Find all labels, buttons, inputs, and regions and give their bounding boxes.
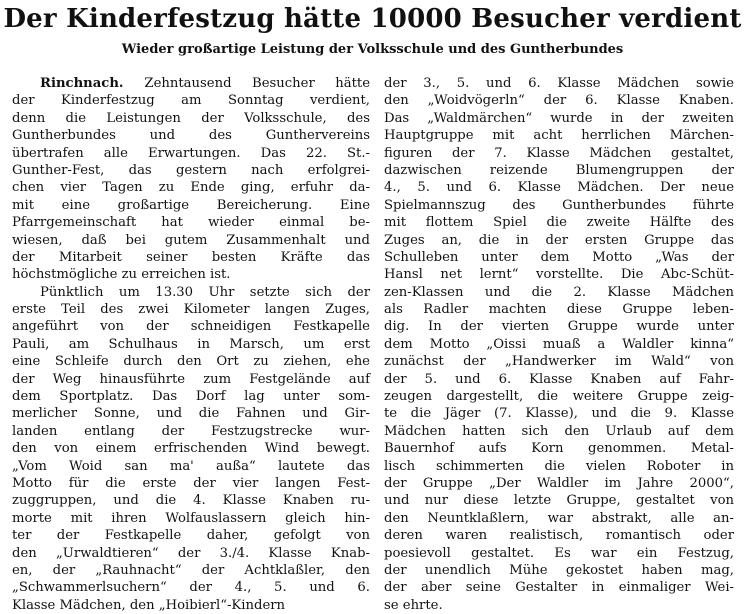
text-line: en, der „Rauhnacht“ der Achtklaßler, den <box>12 562 370 578</box>
text-line: Pfarrgemeinschaft hat wieder einmal be- <box>12 215 370 231</box>
text-line: Klasse Mädchen, den „Hoibierl“-Kindern <box>12 597 286 613</box>
text-line: Hauptgruppe mit acht herrlichen Märchen- <box>384 128 734 144</box>
dateline-location: Rinchnach. <box>40 76 145 91</box>
text-line: der aber seine Gestalter in einmaliger Wei- <box>384 580 734 596</box>
text-line: Spielmannszug des Guntherbundes führte <box>384 197 734 213</box>
text-line: der unendlich Mühe gekostet haben mag, <box>384 562 734 578</box>
text-line: 4., 5. und 6. Klasse Mädchen. Der neue <box>384 180 734 196</box>
text-line: zunächst der „Handwerker im Wald“ von <box>384 354 734 370</box>
text-line: Schulleben unter dem Motto „Was der <box>384 249 734 265</box>
text-line: wiesen, daß bei gutem Zusammenhalt und <box>12 232 370 248</box>
text-line: morte mit ihren Wolfauslassern gleich hin- <box>12 510 370 526</box>
text-line: lisch schimmerten die vielen Roboter in <box>384 458 734 474</box>
text-line: „Vom Woid san ma' außa“ lautete das <box>12 458 370 474</box>
text-line: Hansl net lernt“ vorstellte. Die Abc-Schüt- <box>384 267 734 283</box>
text-line: eine Schleife durch den Ort zu ziehen, ehe <box>12 354 370 370</box>
text-line: den „Woidvögerln“ der 6. Klasse Knaben. <box>384 93 734 109</box>
text-line: figuren der 7. Klasse Mädchen gestaltet, <box>384 145 734 161</box>
text-line: ter der Festkapelle daher, gefolgt von <box>12 528 370 544</box>
text-line-content: Zehntausend Besucher hätte <box>144 76 370 91</box>
text-line: der Mitarbeit seiner besten Kräfte das <box>12 249 370 265</box>
text-line: der Kinderfestzug am Sonntag verdient, <box>12 93 370 109</box>
text-line: „Schwammerlsuchern“ der 4., 5. und 6. <box>12 580 370 596</box>
text-line: der 5. und 6. Klasse Knaben auf Fahr- <box>384 371 734 387</box>
text-line: mit flottem Spiel die zweite Hälfte des <box>384 215 734 231</box>
text-line: den Neuntklaßlern, war abstrakt, alle an- <box>384 510 734 526</box>
text-line: höchstmögliche zu erreichen ist. <box>12 267 231 283</box>
text-line: zen-Klassen und die 2. Klasse Mädchen <box>384 284 734 300</box>
text-line: dem Motto „Oissi muaß a Waldler kinna“ <box>384 336 734 352</box>
text-line: Guntherbundes und des Gunthervereins <box>12 128 370 144</box>
text-line: den „Urwaldtieren“ der 3./4. Klasse Knab- <box>12 545 370 561</box>
text-line: denn die Leistungen der Volksschule, des <box>12 110 370 126</box>
text-line: Das „Waldmärchen“ wurde in der zweiten <box>384 110 734 126</box>
text-line: Gunther-Fest, das gestern nach erfolgrei- <box>12 162 370 178</box>
text-line: der Gruppe „Der Waldler im Jahre 2000“, <box>384 475 734 491</box>
text-line: erste Teil des zwei Kilometer langen Zuges, <box>12 302 370 318</box>
text-line: mit eine großartige Bereicherung. Eine <box>12 197 370 213</box>
right-column <box>384 75 734 614</box>
text-line: se ehrte. <box>384 597 443 613</box>
text-line: den von einem erfrischenden Wind bewegt. <box>12 441 370 457</box>
text-line: zuggruppen, und die 4. Klasse Knaben ru- <box>12 493 370 509</box>
left-column <box>12 75 370 614</box>
text-line: merlicher Sonne, und die Fahnen und Gir- <box>12 406 370 422</box>
subheadline: Wieder großartige Leistung der Volksschule und des Guntherbundes <box>121 42 624 57</box>
text-line: te die Jäger (7. Klasse), und die 9. Klasse <box>384 406 734 422</box>
text-line: deren waren realistisch, romantisch oder <box>384 528 734 544</box>
text-line: angeführt von der schneidigen Festkapelle <box>12 319 370 335</box>
text-line: chen vier Tagen zu Ende ging, erfuhr da- <box>12 180 370 196</box>
text-line: als Radler machten diese Gruppe leben- <box>384 302 734 318</box>
text-line: poesievoll gestaltet. Es war ein Festzug, <box>384 545 734 561</box>
text-line: landen entlang der Festzugstrecke wur- <box>12 423 370 439</box>
headline: Der Kinderfestzug hätte 10000 Besucher verdient <box>3 4 742 34</box>
text-line: dazwischen reizende Blumengruppen der <box>384 162 734 178</box>
text-line: Mädchen hatten sich den Urlaub auf dem <box>384 423 734 439</box>
text-line: der 3., 5. und 6. Klasse Mädchen sowie <box>384 76 734 91</box>
text-line: dem Sportplatz. Das Dorf lag unter som- <box>12 389 370 405</box>
text-line: Pauli, am Schulhaus in Marsch, um erst <box>12 336 370 352</box>
text-line: der Weg hinausführte zum Festgelände auf <box>12 371 370 387</box>
text-line: Motto für die erste der vier langen Fest- <box>12 475 370 491</box>
text-line: dig. In der vierten Gruppe wurde unter <box>384 319 734 335</box>
text-line: und nur diese letzte Gruppe, gestaltet von <box>384 493 734 509</box>
text-line <box>12 75 370 92</box>
text-line: übertrafen alle Erwartungen. Das 22. St.- <box>12 145 370 161</box>
text-line: Pünktlich um 13.30 Uhr setzte sich der <box>40 284 370 300</box>
text-line: Zuges an, die in der ersten Gruppe das <box>384 232 734 248</box>
text-line: zeugen dargestellt, die weitere Gruppe zeig- <box>384 389 734 405</box>
text-line: Bauernhof aufs Korn genommen. Metal- <box>384 441 734 457</box>
